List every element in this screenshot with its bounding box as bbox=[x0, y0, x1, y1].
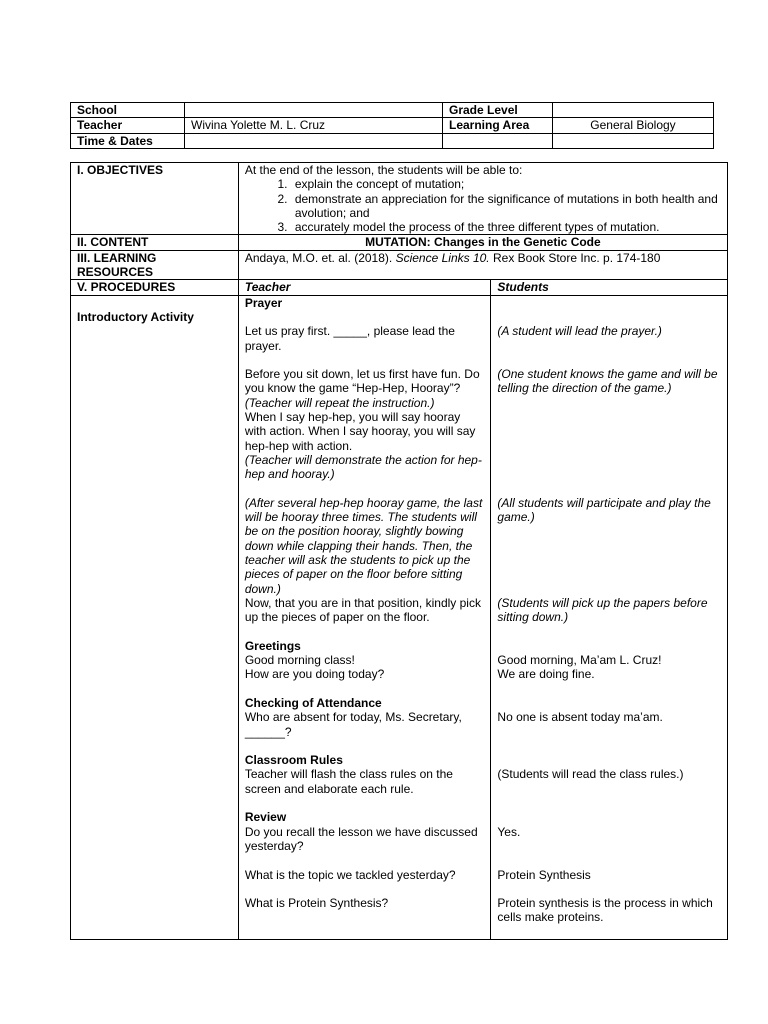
review-teacher-3: What is Protein Synthesis? bbox=[244, 896, 389, 911]
teacher-column-header: Teacher bbox=[238, 280, 491, 295]
greetings-title: Greetings bbox=[244, 638, 301, 653]
grade-level-value bbox=[553, 103, 714, 118]
game-teacher-1: Before you sit down, let us first have fun. Do you know the game “Hep-Hep, Hooray”? bbox=[244, 367, 480, 396]
objective-item: 3. accurately model the process of the three different types of mutation. bbox=[291, 220, 721, 234]
procedures-body-row bbox=[71, 295, 728, 939]
resources-row bbox=[71, 250, 728, 280]
game-teacher-3: When I say hep-hep, you will say hooray with action. When I say hooray, you will say hep-hep with action. bbox=[244, 410, 476, 453]
time-dates-label: Time & Dates bbox=[71, 133, 185, 148]
game-student-1: (One student knows the game and will be telling the direction of the game.) bbox=[497, 367, 718, 396]
grade-level-label: Grade Level bbox=[443, 103, 553, 118]
objectives-row bbox=[71, 163, 728, 235]
game-teacher-6: Now, that you are in that position, kindly pick up the pieces of paper on the floor. bbox=[244, 595, 481, 625]
students-column bbox=[491, 295, 728, 939]
objectives-list bbox=[245, 177, 721, 234]
game-teacher-4: (Teacher will demonstrate the action for hep-hep and hooray.) bbox=[244, 452, 482, 482]
resources-authors: Andaya, M.O. et. al. (2018). bbox=[244, 250, 396, 265]
review-title: Review bbox=[244, 810, 287, 825]
prayer-student: (A student will lead the prayer.) bbox=[497, 324, 662, 339]
greetings-student-1: Good morning, Ma’am L. Cruz! bbox=[497, 653, 662, 668]
content-row bbox=[71, 235, 728, 250]
resources-value bbox=[238, 250, 727, 280]
attendance-title: Checking of Attendance bbox=[244, 695, 382, 710]
objectives-intro: At the end of the lesson, the students will be able to: bbox=[244, 163, 523, 177]
time-dates-value bbox=[185, 133, 443, 148]
game-student-2: (All students will participate and play the game.) bbox=[497, 495, 711, 525]
school-label: School bbox=[71, 103, 185, 118]
attendance-student: No one is absent today ma’am. bbox=[497, 710, 663, 725]
greetings-student-2: We are doing fine. bbox=[497, 667, 595, 682]
resources-book-title: Science Links 10. bbox=[395, 250, 490, 265]
review-student-1: Yes. bbox=[497, 824, 521, 839]
content-value: MUTATION: Changes in the Genetic Code bbox=[238, 235, 727, 250]
content-label: II. CONTENT bbox=[71, 235, 239, 250]
teacher-value: Wivina Yolette M. L. Cruz bbox=[185, 118, 443, 133]
objective-item: 1. explain the concept of mutation; bbox=[291, 177, 721, 191]
time-dates-extra bbox=[443, 133, 553, 148]
learning-area-label: Learning Area bbox=[443, 118, 553, 133]
review-teacher-1: Do you recall the lesson we have discussed yesterday? bbox=[244, 824, 478, 853]
rules-teacher: Teacher will flash the class rules on the screen and elaborate each rule. bbox=[244, 767, 453, 796]
learning-area-value: General Biology bbox=[553, 118, 714, 133]
game-teacher-2: (Teacher will repeat the instruction.) bbox=[244, 395, 435, 410]
resources-label: III. LEARNING RESOURCES bbox=[71, 250, 239, 280]
procedures-header-row bbox=[71, 280, 728, 295]
time-dates-extra-2 bbox=[553, 133, 714, 148]
header-table bbox=[70, 102, 714, 149]
prayer-title: Prayer bbox=[244, 295, 283, 310]
rules-student: (Students will read the class rules.) bbox=[497, 767, 684, 782]
lesson-plan-table bbox=[70, 162, 728, 940]
greetings-teacher-2: How are you doing today? bbox=[244, 667, 385, 682]
greetings-teacher-1: Good morning class! bbox=[244, 653, 355, 668]
review-teacher-2: What is the topic we tackled yesterday? bbox=[244, 867, 456, 882]
game-teacher-5: (After several hep-hep hooray game, the last will be hooray three times. The students will be on the position hooray, slightly bowing down while clapping their hands. Then, the teacher will ask the students to pick up the pieces of paper on the floor before sitting down.) bbox=[244, 495, 483, 596]
resources-publisher: Rex Book Store Inc. p. 174-180 bbox=[489, 250, 661, 265]
review-student-3: Protein synthesis is the process in which cells make proteins. bbox=[497, 896, 713, 925]
school-value bbox=[185, 103, 443, 118]
teacher-label: Teacher bbox=[71, 118, 185, 133]
procedures-activity-cell bbox=[71, 295, 239, 939]
teacher-column bbox=[238, 295, 491, 939]
prayer-teacher: Let us pray first. _____, please lead the prayer. bbox=[244, 324, 455, 353]
objectives-cell bbox=[238, 163, 727, 235]
rules-title: Classroom Rules bbox=[244, 753, 343, 768]
attendance-teacher: Who are absent for today, Ms. Secretary, ______? bbox=[244, 710, 462, 739]
introductory-activity-label: Introductory Activity bbox=[77, 309, 194, 324]
review-student-2: Protein Synthesis bbox=[497, 867, 591, 882]
game-student-3: (Students will pick up the papers before sitting down.) bbox=[497, 595, 708, 625]
procedures-label: V. PROCEDURES bbox=[71, 280, 239, 295]
students-column-header: Students bbox=[491, 280, 728, 295]
objective-item: 2. demonstrate an appreciation for the significance of mutations in both health and avolution; and bbox=[291, 192, 721, 221]
objectives-label: I. OBJECTIVES bbox=[71, 163, 239, 235]
